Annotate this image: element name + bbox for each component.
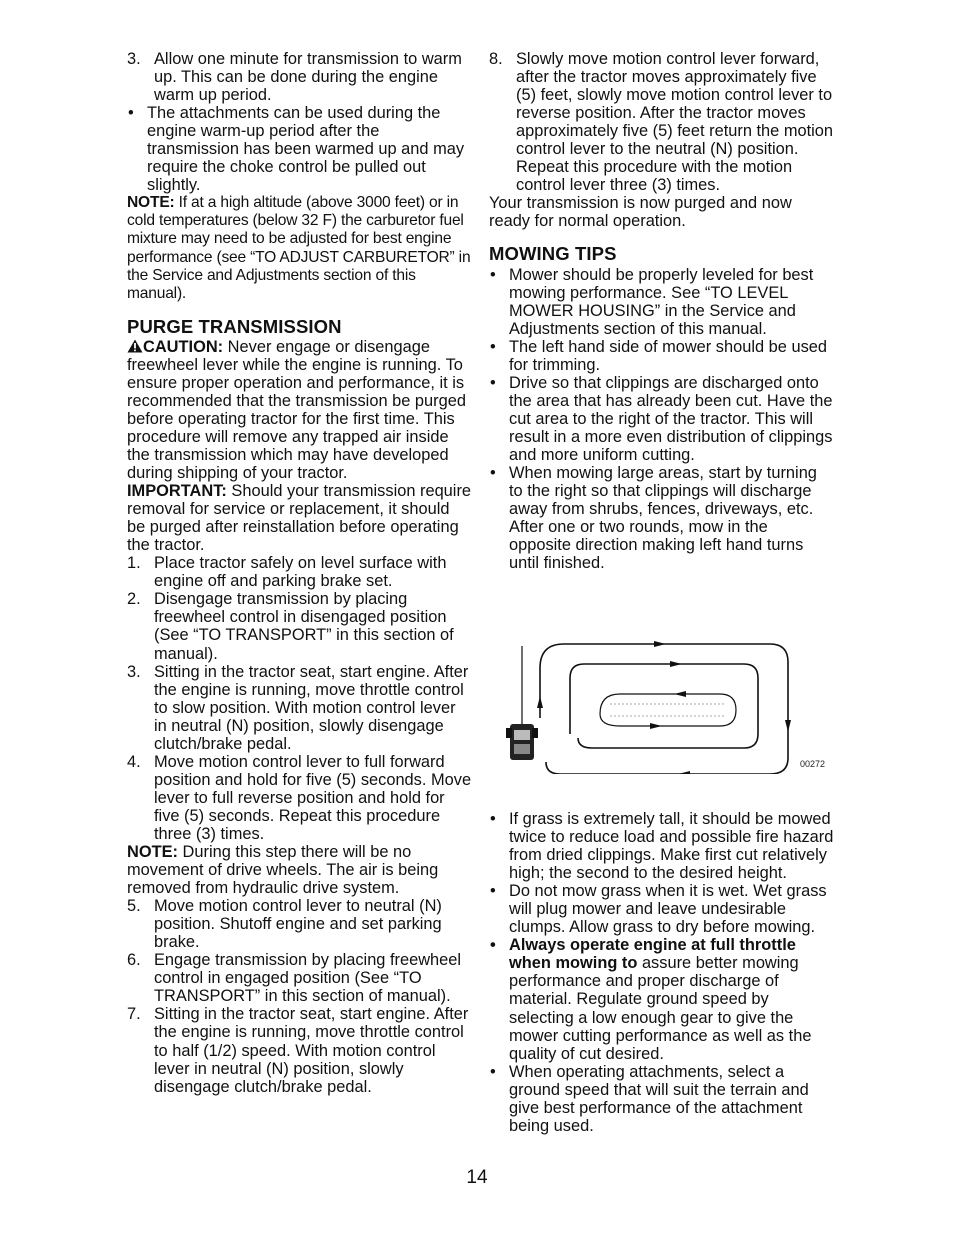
bullet-mark: • bbox=[490, 464, 496, 483]
tip-text: The left hand side of mower should be used for trimming. bbox=[509, 337, 827, 374]
mowing-tip bbox=[489, 338, 834, 374]
bullet-mark: • bbox=[490, 882, 496, 901]
tip-text: Do not mow grass when it is wet. Wet grass will plug mower and leave undesirable clumps. Allow grass to dry before mowing. bbox=[509, 882, 827, 937]
arrow-mid bbox=[670, 661, 682, 667]
step-text: Place tractor safely on level surface with engine off and parking brake set. bbox=[154, 554, 447, 591]
tip-text: If grass is extremely tall, it should be mowed twice to reduce load and possible fire hazard from dried clippings. Make first cut relatively high; the second to the desired height. bbox=[509, 810, 834, 883]
tip-text: Drive so that clippings are discharged onto the area that has already been cut. Have the cut area to the right of the tractor. This will result in a more even distribution of clippings and more uniform cutting. bbox=[509, 373, 833, 464]
purge-steps-list-continued bbox=[127, 897, 472, 1096]
note-label: NOTE: bbox=[127, 843, 178, 862]
purge-steps-list bbox=[127, 554, 472, 843]
left-column bbox=[127, 50, 472, 1096]
step-number: 1. bbox=[127, 554, 141, 573]
caution-text: Never engage or disengage freewheel lever while the engine is running. To ensure proper operation and performance, it is recommended that the transmission be purged before operating tractor for the first time. This procedure will remove any trapped air inside the transmission which may have developed during shipping of your tractor. bbox=[127, 337, 466, 483]
purged-statement: Your transmission is now purged and now ready for normal operation. bbox=[489, 194, 792, 231]
step-8-purge bbox=[489, 50, 834, 194]
right-column-lower bbox=[489, 810, 834, 1135]
important-paragraph bbox=[127, 482, 472, 554]
arrow-right-down bbox=[785, 720, 791, 732]
step-number: 4. bbox=[127, 752, 141, 771]
step-number: 7. bbox=[127, 1005, 141, 1024]
purge-step bbox=[127, 663, 472, 753]
bullet-mark: • bbox=[490, 265, 496, 284]
step-number: 6. bbox=[127, 951, 141, 970]
hydraulic-note bbox=[127, 843, 472, 897]
step-number: 3. bbox=[127, 50, 141, 68]
bullet-mark: • bbox=[490, 936, 496, 955]
mowing-tip bbox=[489, 266, 834, 338]
tip-text bbox=[509, 936, 834, 1062]
arrow-inner-right bbox=[650, 723, 662, 729]
tip-rest-text: assure better mowing performance and proper discharge of material. Regulate ground speed by selecting a low enough gear to give the mower cutting performance as well as the quality of cut desired. bbox=[509, 954, 812, 1063]
step-text: Disengage transmission by placing freewheel control in disengaged position (See “TO TRANSPORT” in this section of manual). bbox=[154, 590, 454, 663]
mowing-tip bbox=[489, 882, 834, 936]
step-text: Engage transmission by placing freewheel control in engaged position (See “TO TRANSPORT” in this section of manual). bbox=[154, 951, 462, 1006]
bullet-mark: • bbox=[490, 810, 496, 828]
note-text: If at a high altitude (above 3000 feet) or in cold temperatures (below 32 F) the carburetor fuel mixture may need to be adjusted for best engine performance (see “TO ADJUST CARBURETOR” in the Service and Adjustments section of this manual). bbox=[127, 194, 471, 302]
purge-step bbox=[127, 554, 472, 590]
arrow-top bbox=[654, 641, 666, 647]
caution-paragraph bbox=[127, 338, 472, 482]
purge-step bbox=[127, 753, 472, 843]
mowing-tips-heading: MOWING TIPS bbox=[489, 243, 617, 265]
caution-triangle-icon bbox=[127, 339, 143, 353]
step-number: 8. bbox=[489, 50, 503, 68]
purge-step bbox=[127, 951, 472, 1005]
tractor-icon bbox=[506, 724, 538, 760]
bullet-mark: • bbox=[490, 373, 496, 392]
purge-step bbox=[127, 1005, 472, 1095]
tip-text: When mowing large areas, start by turning to the right so that clippings will discharge away from shrubs, fences, driveways, etc. After one or two rounds, mow in the opposite direction making left hand turns until finished. bbox=[509, 464, 817, 573]
right-column bbox=[489, 50, 834, 572]
bullet-mark: • bbox=[490, 1062, 496, 1081]
bullet-mark: • bbox=[490, 337, 496, 356]
purge-transmission-heading: PURGE TRANSMISSION bbox=[127, 315, 342, 337]
page-number: 14 bbox=[466, 1167, 488, 1188]
purge-step bbox=[127, 590, 472, 662]
middle-path bbox=[570, 664, 758, 748]
inner-path bbox=[600, 694, 736, 726]
bullet-mark: • bbox=[128, 104, 134, 123]
note-text: During this step there will be no movement of drive wheels. The air is being removed from hydraulic drive system. bbox=[127, 843, 439, 898]
bullet-text: The attachments can be used during the engine warm-up period after the transmission has been warmed up and may require the choke control be pulled out slightly. bbox=[147, 104, 465, 195]
note-label: NOTE: bbox=[127, 194, 175, 212]
step-number: 5. bbox=[127, 897, 141, 916]
mowing-tip bbox=[489, 1063, 834, 1135]
tip-text: Mower should be properly leveled for best mowing performance. See “TO LEVEL MOWER HOUSING” in the Service and Adjustments section of this manual. bbox=[509, 265, 814, 338]
attachments-bullet bbox=[127, 104, 472, 194]
step-text: Allow one minute for transmission to warm up. This can be done during the engine warm up period. bbox=[154, 50, 462, 105]
step-text: Move motion control lever to neutral (N) position. Shutoff engine and set parking brake. bbox=[154, 897, 442, 952]
altitude-note bbox=[127, 194, 472, 302]
step-text: Move motion control lever to full forward position and hold for five (5) seconds. Move lever to full reverse position and hold for five (5) seconds. Repeat this procedure three (3) times. bbox=[154, 752, 472, 843]
mowing-pattern-diagram bbox=[500, 634, 830, 774]
mowing-tips-list bbox=[489, 266, 834, 573]
mowing-tip bbox=[489, 374, 834, 464]
mowing-tip bbox=[489, 810, 834, 882]
step-text: Slowly move motion control lever forward, after the tractor moves approximately five (5) feet, slowly move motion control lever to reverse position. After the tractor moves approximately five (5) feet return the motion control lever to the neutral (N) position. Repeat this procedure with the motion control lever three (3) times. bbox=[516, 50, 834, 195]
arrow-inner-left bbox=[674, 691, 686, 697]
figure-id: 00272 bbox=[800, 759, 826, 769]
important-text: Should your transmission require removal for service or replacement, it should be purged after reinstallation before operating the tractor. bbox=[127, 482, 472, 555]
caution-label: CAUTION: bbox=[143, 337, 224, 356]
step-number: 2. bbox=[127, 590, 141, 609]
step-number: 3. bbox=[127, 662, 141, 681]
mowing-tip bbox=[489, 464, 834, 572]
arrow-left-up bbox=[537, 696, 543, 708]
step-text: Sitting in the tractor seat, start engine. After the engine is running, move throttle control to slow position. With motion control lever in neutral (N) position, slowly disengage clutch/brake pedal. bbox=[154, 662, 469, 753]
purge-step bbox=[127, 897, 472, 951]
step-text: Sitting in the tractor seat, start engine. After the engine is running, move throttle control to half (1/2) speed. With motion control lever in neutral (N) position, slowly disengage clutch/brake pedal. bbox=[154, 1005, 469, 1096]
tip-bold-text: Always operate engine at full throttle when mowing to bbox=[509, 936, 796, 973]
important-label: IMPORTANT: bbox=[127, 482, 227, 501]
step-3-warmup bbox=[127, 50, 472, 104]
tip-text: When operating attachments, select a ground speed that will suit the terrain and give best performance of the attachment being used. bbox=[509, 1062, 809, 1135]
mowing-tip bbox=[489, 936, 834, 1062]
